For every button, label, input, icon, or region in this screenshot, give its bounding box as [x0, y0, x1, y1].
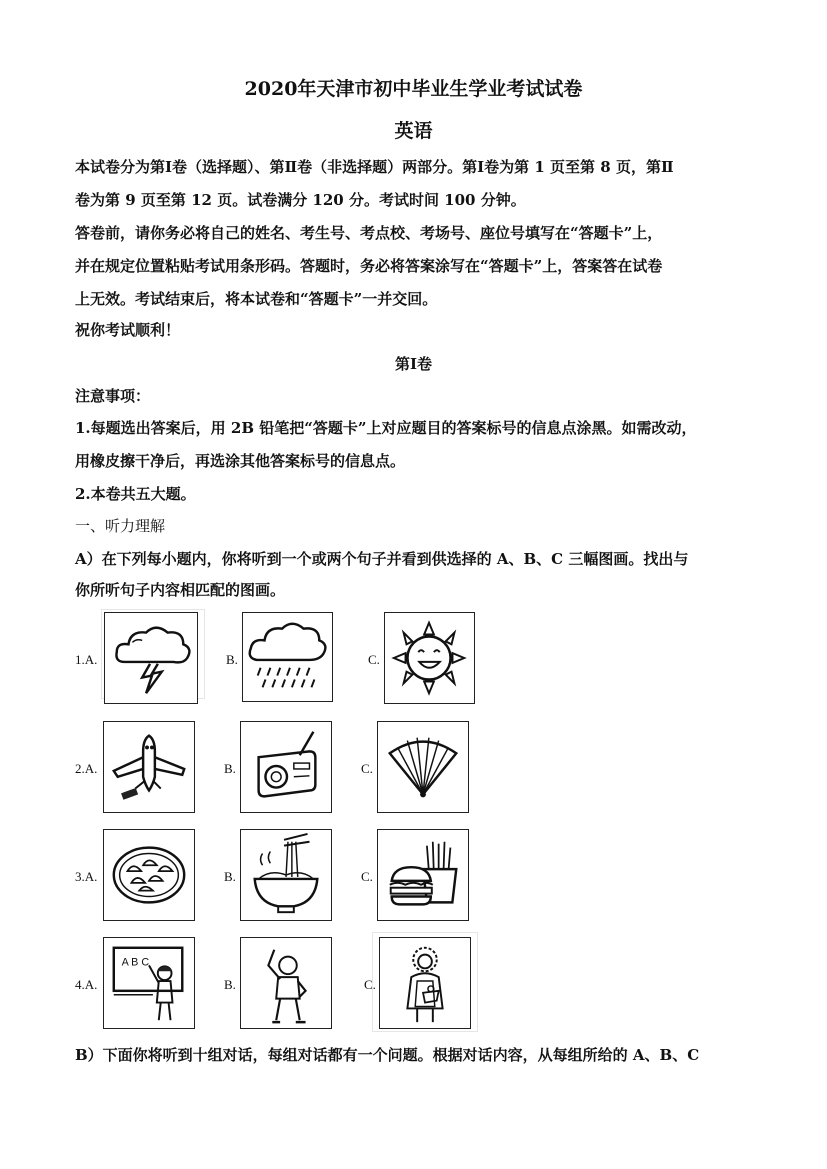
- exercising-man-icon: [240, 937, 332, 1029]
- radio-icon: [240, 721, 332, 813]
- intro-line-3: 答卷前，请你务必将自己的姓名、考生号、考点校、考场号、座位号填写在“答题卡”上，: [75, 224, 663, 242]
- question-1-c-label: C.: [368, 652, 380, 667]
- smiling-sun-icon: [384, 612, 475, 704]
- subject-title: 英语: [394, 120, 433, 142]
- cook-woman-icon: [379, 937, 471, 1029]
- question-3-c-label: C.: [361, 869, 373, 884]
- question-4-a-label: 4.A.: [75, 977, 98, 992]
- question-1-a-label: 1.A.: [75, 652, 98, 667]
- question-3-a-label: 3.A.: [75, 869, 98, 884]
- airplane-icon: [103, 721, 195, 813]
- folding-fan-icon: [377, 721, 469, 813]
- note-2: 2.本卷共五大题。: [75, 485, 196, 503]
- exam-title: 2020年天津市初中毕业生学业考试试卷: [244, 78, 583, 100]
- noodles-icon: [240, 829, 332, 921]
- dumplings-icon: [103, 829, 195, 921]
- question-2-a-label: 2.A.: [75, 761, 98, 776]
- question-1-b-label: B.: [226, 652, 238, 667]
- question-2-b-label: B.: [224, 761, 236, 776]
- intro-line-2: 卷为第 9 页至第 12 页。试卷满分 120 分。考试时间 100 分钟。: [75, 191, 526, 209]
- part-a-line-1: A）在下列每小题内，你将听到一个或两个句子并看到供选择的 A、B、C 三幅图画。找出与: [75, 550, 689, 568]
- note-1-line-2: 用橡皮擦干净后，再选涂其他答案标号的信息点。: [75, 452, 406, 470]
- blackboard-text: A B C: [121, 956, 150, 969]
- question-4-c-label: C.: [364, 977, 376, 992]
- intro-line-1: 本试卷分为第Ⅰ卷（选择题）、第Ⅱ卷（非选择题）两部分。第Ⅰ卷为第 1 页至第 8 页，第Ⅱ: [75, 158, 674, 176]
- part-b-line: B）下面你将听到十组对话，每组对话都有一个问题。根据对话内容，从每组所给的 A、B、C: [75, 1046, 700, 1064]
- part-a-line-2: 你所听句子内容相匹配的图画。: [75, 581, 286, 599]
- notes-title: 注意事项：: [75, 387, 151, 405]
- question-2-c-label: C.: [361, 761, 373, 776]
- thunderstorm-icon: [104, 612, 198, 704]
- good-luck-line: 祝你考试顺利！: [75, 321, 181, 339]
- question-4-b-label: B.: [224, 977, 236, 992]
- intro-line-4: 并在规定位置粘贴考试用条形码。答题时，务必将答案涂写在“答题卡”上，答案答在试卷: [75, 257, 663, 275]
- section-heading: 第Ⅰ卷: [394, 355, 433, 373]
- note-1-line-1: 1.每题选出答案后，用 2B 铅笔把“答题卡”上对应题目的答案标号的信息点涂黑。如需改动，: [75, 419, 697, 437]
- burger-fries-icon: [377, 829, 469, 921]
- rain-cloud-icon: [242, 612, 333, 702]
- teacher-icon: [103, 937, 195, 1029]
- intro-line-5: 上无效。考试结束后，将本试卷和“答题卡”一并交回。: [75, 290, 438, 308]
- part-1-heading: 一、听力理解: [75, 517, 166, 535]
- question-3-b-label: B.: [224, 869, 236, 884]
